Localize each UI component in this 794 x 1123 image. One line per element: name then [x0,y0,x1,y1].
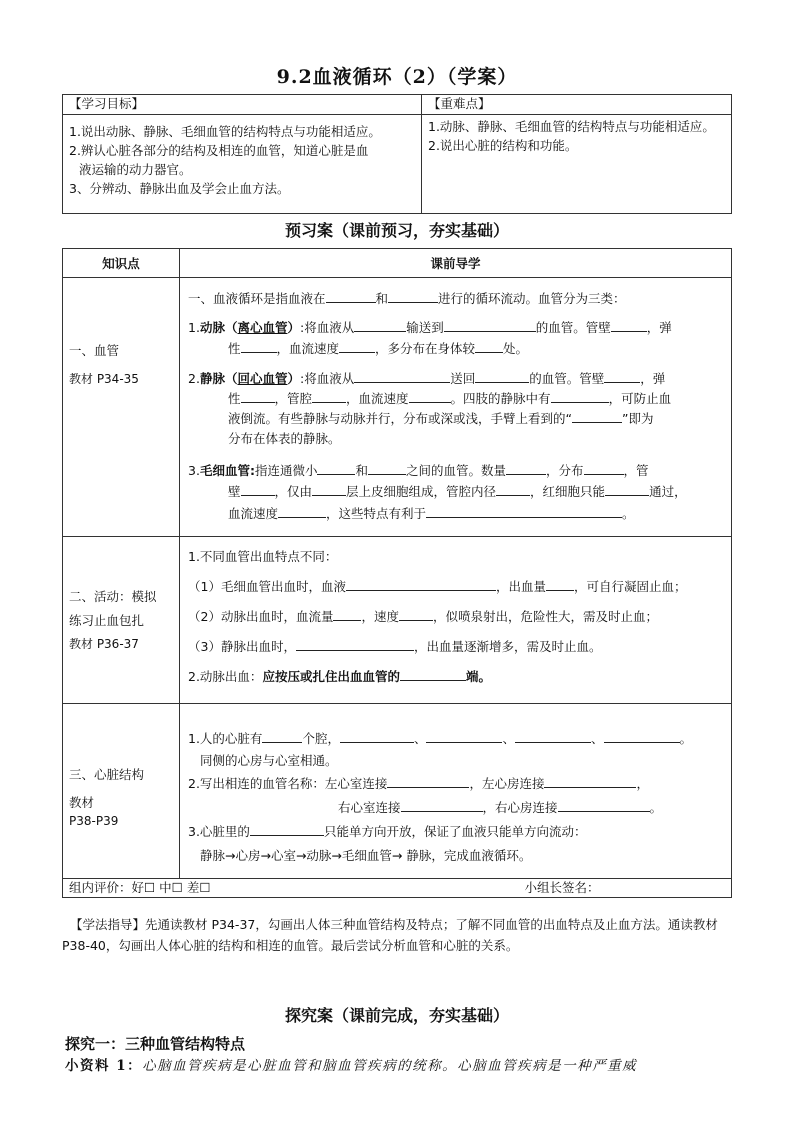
row-ref: 教材 P36-37 [69,637,139,651]
objective-item: 2.辨认心脏各部分的结构及相连的血管，知道心脏是血 [69,143,369,158]
evaluation-label: 组内评价：好☐ 中☐ 差☐ [69,880,211,895]
heart-vessels-right: 右心室连接 ，右心房连接 。 [338,800,663,815]
blank[interactable] [544,774,636,788]
vein-line-2: 性 ，管腔 ，血流速度 。四肢的静脉中有 ，可防止血 [228,391,672,406]
blank[interactable] [368,461,406,475]
row-vessels-content [180,278,732,537]
objectives-header: 【学习目标】 [63,95,422,115]
objective-item: 液运输的动力器官。 [79,162,192,177]
heart-valves: 3.心脏里的 只能单方向开放，保证了血液只能单方向流动： [188,824,587,839]
blank[interactable] [426,729,502,743]
blank[interactable] [584,461,624,475]
heart-vessels-left: 2.写出相连的血管名称：左心室连接 ，左心房连接 ， [188,776,649,791]
key-points-list [422,115,732,214]
key-points-header: 【重难点】 [422,95,732,115]
objectives-list [63,115,422,214]
artery-bleeding: （2）动脉出血时，血流量 ，速度 ，似喷泉射出，危险性大，需及时止血； [188,609,658,624]
heart-chambers: 1.人的心脏有 个腔， 、 、 、 。 [188,731,693,746]
objective-item: 1.说出动脉、静脉、毛细血管的结构特点与功能相适应。 [69,124,381,139]
blank[interactable] [475,369,529,383]
study-guide-label: 【学法指导】 [70,917,146,932]
evaluation-row [63,879,732,898]
material-label: 小资料 1： [65,1058,143,1074]
capillary-line-3: 血流速度 ，这些特点有利于 。 [228,506,635,521]
row-ref: 教材 P34-35 [69,372,139,386]
blank[interactable] [340,729,414,743]
header-guide: 课前导学 [180,249,732,278]
objective-item: 3、分辨动、静脉出血及学会止血方法。 [69,181,290,196]
blank[interactable] [312,482,346,496]
header-knowledge: 知识点 [63,249,180,278]
blank[interactable] [312,389,346,403]
row-title: 二、活动：模拟 [69,589,157,604]
blank[interactable] [444,318,536,332]
study-guide-text: 先通读教材 P34-37，勾画出人体三种血管结构及特点；了解不同血管的出血特点及止血方法。通读教材 P38-40，勾画出人体心脏的结构和相连的血管。最后尝试分析血管和心脏的关系。 [62,917,718,953]
blank[interactable] [241,389,275,403]
blank[interactable] [354,318,406,332]
vein-line: 2.静脉（回心血管）:将血液从 送回 的血管。管壁 ，弹 [188,371,666,386]
row-vessels-label [63,278,180,537]
row-title: 三、心脏结构 [69,767,145,782]
row-bleeding-label [63,537,180,704]
blank[interactable] [515,729,591,743]
blank[interactable] [496,482,530,496]
blank[interactable] [506,461,546,475]
blank[interactable] [604,729,680,743]
row-heart-label [63,704,180,879]
heart-note: 同侧的心房与心室相通。 [200,753,338,768]
vein-line-3: 液倒流。有些静脉与动脉并行，分布或深或浅，手臂上看到的“ ”即为 [228,411,654,426]
blank[interactable] [551,389,609,403]
intro-line: 一、血液循环是指血液在 和 进行的循环流动。血管分为三类： [188,291,626,306]
blank[interactable] [401,798,483,812]
blank[interactable] [558,798,650,812]
blank[interactable] [605,482,649,496]
blank[interactable] [241,482,275,496]
blank[interactable] [409,389,451,403]
artery-bleeding-method: 2.动脉出血：应按压或扎住出血血管的 端。 [188,669,491,684]
objectives-table [62,94,732,214]
study-guide [62,914,732,956]
blank[interactable] [387,774,469,788]
vein-bleeding: （3）静脉出血时， ，出血量逐渐增多，需及时止血。 [188,639,602,654]
row-bleeding-content [180,537,732,704]
blank[interactable] [546,577,574,591]
capillary-line-2: 壁 ，仅由 层上皮细胞组成，管腔内径 ，红细胞只能 通过， [228,484,687,499]
capillary-bleeding: （1）毛细血管出血时，血液 ，出血量 ，可自行凝固止血； [188,579,687,594]
blank[interactable] [475,339,503,353]
explore-subtitle: 探究一：三种血管结构特点 [65,1035,246,1053]
blank[interactable] [241,339,277,353]
artery-line: 1.动脉（离心血管）:将血液从 输送到 的血管。管壁 ，弹 [188,320,672,335]
bleeding-intro: 1.不同血管出血特点不同： [188,549,338,564]
blank[interactable] [326,289,376,303]
preview-section-title: 预习案（课前预习，夯实基础） [284,221,509,240]
key-point-item: 1.动脉、静脉、毛细血管的结构特点与功能相适应。 [428,119,715,134]
material-text: 心脑血管疾病是心脏血管和脑血管疾病的统称。心脑血管疾病是一种严重威 [142,1058,638,1074]
signature-label: 小组长签名： [524,880,600,895]
blank[interactable] [278,504,326,518]
blank[interactable] [296,637,414,651]
blank[interactable] [354,369,450,383]
row-title: 一、血管 [69,343,120,358]
capillary-line: 3.毛细血管:指连通微小 和 之间的血管。数量 ，分布 ，管 [188,463,649,478]
vein-line-4: 分布在体表的静脉。 [228,431,341,446]
row-ref: 教材 [69,795,95,810]
row-title: 练习止血包扎 [69,613,145,628]
blank[interactable] [572,409,622,423]
blank[interactable] [426,504,622,518]
blank[interactable] [388,289,438,303]
explore-section-title: 探究案（课前完成，夯实基础） [284,1006,509,1025]
key-point-item: 2.说出心脏的结构和功能。 [428,138,578,153]
blank[interactable] [339,339,375,353]
artery-line-2: 性 ，血流速度 ，多分布在身体较 处。 [228,341,529,356]
blank[interactable] [262,729,302,743]
circulation-path: 静脉→心房→心室→动脉→毛细血管→ 静脉，完成血液循环。 [200,848,532,863]
row-heart-content [180,704,732,879]
blank[interactable] [346,577,496,591]
row-ref: P38-P39 [69,814,119,828]
blank[interactable] [399,607,433,621]
blank[interactable] [604,369,640,383]
page-title: 9.2血液循环（2）（学案） [276,66,518,88]
preview-table [62,248,732,898]
material-line [65,1054,745,1074]
blank[interactable] [611,318,647,332]
blank[interactable] [400,667,466,681]
blank[interactable] [317,461,355,475]
blank[interactable] [333,607,361,621]
blank[interactable] [250,822,324,836]
